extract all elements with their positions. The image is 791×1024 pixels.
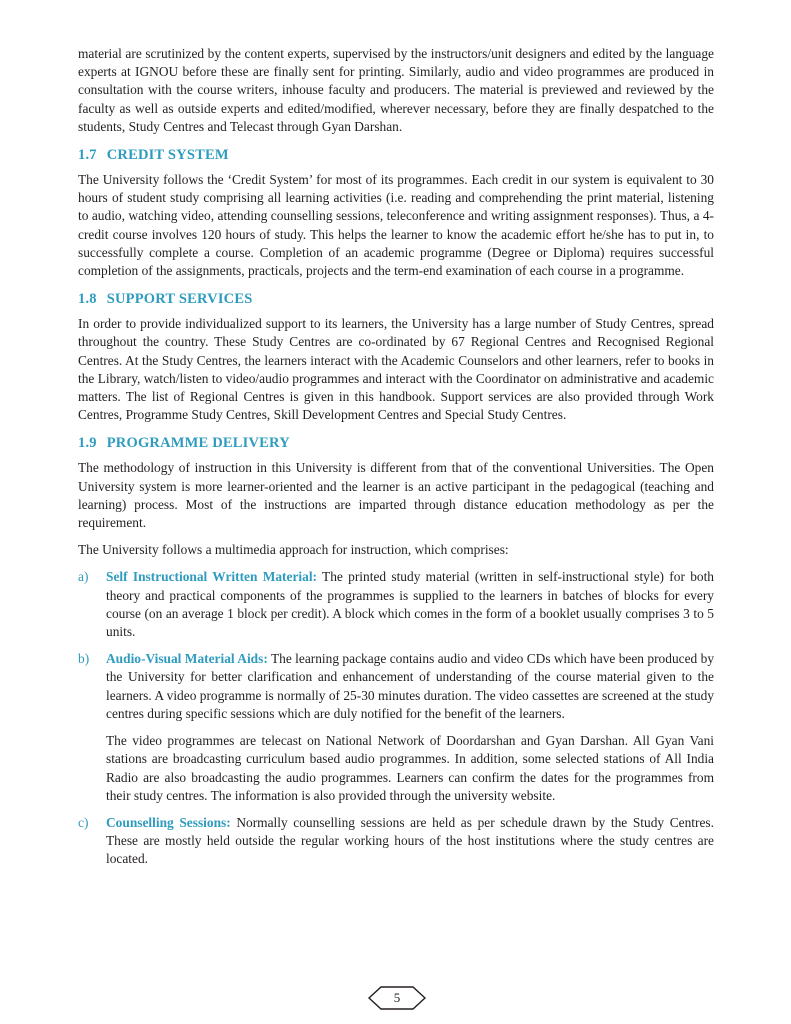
list-marker: c): [78, 814, 89, 830]
list-item-text: [106, 814, 714, 869]
list-item-text: [106, 650, 714, 723]
intro-paragraph: material are scrutinized by the content experts, supervised by the instructors/unit designers and edited by the language experts at IGNOU before these are finally sent for printing. Similarly, audio and video programmes are produced in consultation with the course writers, inhouse faculty and producers. The material is previewed and reviewed by the faculty as well as outside experts and edited/modified, wherever necessary, before they are finally despatched to the students, Study Centres and Telecast through Gyan Darshan.: [78, 46, 714, 134]
page-content: [78, 45, 714, 878]
section-heading-programme-delivery: [78, 433, 714, 453]
section-title: CREDIT SYSTEM: [106, 147, 229, 164]
credit-system-paragraph: The University follows the ‘Credit System’ for most of its programmes. Each credit in our system is equivalent to 30 hours of student study comprising all learning activities (i.e. reading and comprehending the print material, listening to audio, watching video, attending counselling sessions, teleconference and writing assignment responses). Thus, a 4-credit course involves 120 hours of study. This helps the learner to know the academic effort he/she has to put in, to successfully complete a course. Completion of an academic programme (Degree or Diploma) requires successful completion of the assignments, practicals, projects and the term-end examination of each course in a programme.: [78, 172, 714, 279]
list-item-term: Counselling Sessions:: [106, 814, 231, 830]
list-item-term: Self Instructional Written Material:: [106, 569, 317, 585]
section-number: 1.7: [78, 147, 97, 164]
support-services-paragraph: In order to provide individualized support to its learners, the University has a large number of Study Centres, spread throughout the country. These Study Centres are co-ordinated by 67 Regional Centres and Recognised Regional Centres. At the Study Centres, the learners interact with the Academic Counselors and other learners, refer to books in the Library, watch/listen to video/audio programmes and interact with the Coordinator on administrative and academic matters. The list of Regional Centres is given in this handbook. Support services are also provided through Work Centres, Programme Study Centres, Skill Development Centres and Special Study Centres.: [78, 316, 714, 423]
page-number-badge: [368, 986, 426, 1010]
list-marker: b): [78, 651, 90, 667]
section-number: 1.8: [78, 291, 97, 308]
list-item-body: The learning package contains audio and video CDs which have been produced by the University for better clarification and enhancement of understanding of the course material given to the learners. A video programme is normally of 25-30 minutes duration. The video cassettes are screened at the study centres during specific sessions which are duly notified for the benefit of the learners.: [106, 651, 715, 721]
multimedia-intro-paragraph: The University follows a multimedia approach for instruction, which comprises:: [78, 542, 509, 558]
section-heading-credit-system: [78, 145, 714, 165]
section-heading-support-services: [78, 289, 714, 309]
section-title: SUPPORT SERVICES: [106, 291, 253, 308]
list-item-term: Audio-Visual Material Aids:: [106, 651, 268, 667]
list-item-extra-paragraph: The video programmes are telecast on National Network of Doordarshan and Gyan Darshan. All Gyan Vani stations are broadcasting curriculum based audio programmes. In addition, some selected stations of All India Radio are also broadcasting the audio programmes. Learners can confirm the dates for the programmes from their study centres. The information is also provided through the university website.: [106, 733, 714, 803]
section-title: PROGRAMME DELIVERY: [106, 435, 290, 452]
list-item-self-instructional-material: [78, 568, 714, 641]
list-item-text: [106, 568, 714, 641]
list-item-body: Normally counselling sessions are held as per schedule drawn by the Study Centres. These are mostly held outside the regular working hours of the host institutions where the study centres are located.: [106, 814, 714, 867]
list-marker: a): [78, 569, 89, 585]
page-number: 5: [393, 990, 401, 1005]
list-item-counselling-sessions: [78, 814, 714, 869]
list-item-body: The printed study material (written in self-instructional style) for both theory and practical components of the programmes is supplied to the learners in batches of blocks for every course (on an average 1 block per credit). A block which comes in the form of a booklet usually comprises 3 to 5 units.: [106, 569, 714, 640]
section-number: 1.9: [78, 435, 97, 452]
programme-delivery-paragraph: The methodology of instruction in this University is different from that of the conventional Universities. The Open University system is more learner-oriented and the learner is an active participant in the pedagogical (teaching and learning) process. Most of the instructions are imparted through distance education methodology as per the requirement.: [78, 460, 714, 531]
list-item-audio-visual-aids: [78, 650, 714, 805]
